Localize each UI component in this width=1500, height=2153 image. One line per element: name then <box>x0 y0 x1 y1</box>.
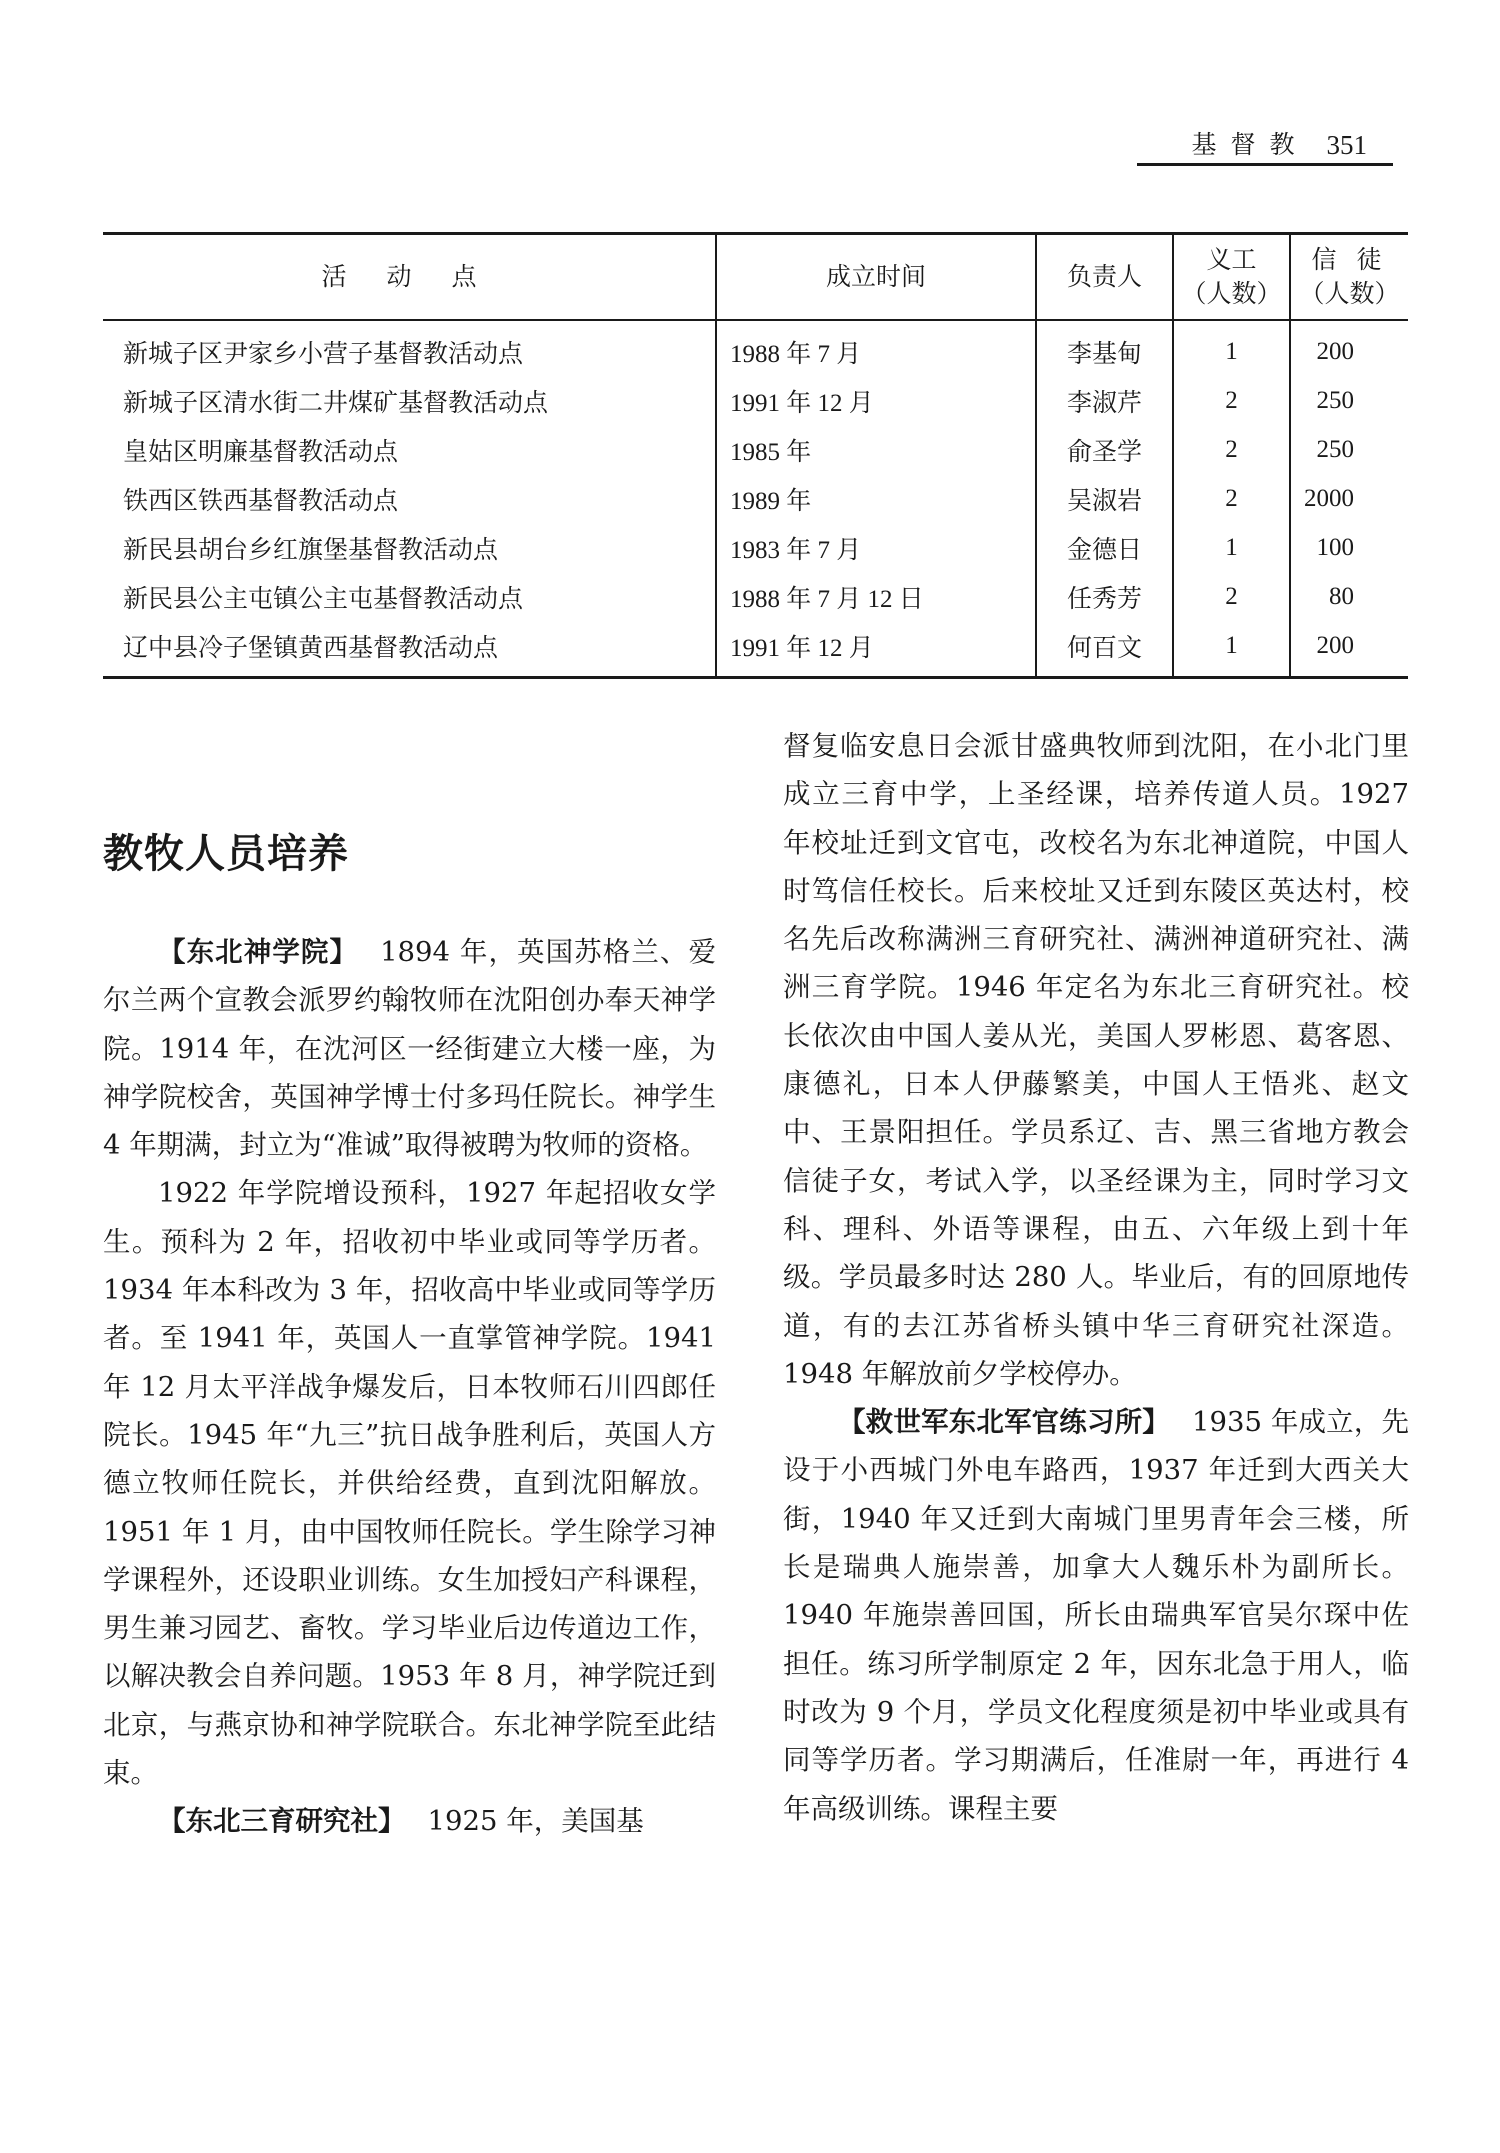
sanyu-lead-text: 1925 年，美国基 <box>427 1805 644 1838</box>
cell-volunteers: 1 <box>1173 621 1290 678</box>
cell-founded: 1985 年 <box>716 425 1036 474</box>
page-number: 351 <box>1326 130 1367 160</box>
activity-sites-table <box>103 232 1408 679</box>
table-row <box>103 376 1408 425</box>
running-head-section: 基督教 <box>1191 130 1309 159</box>
cell-site-name: 铁西区铁西基督教活动点 <box>123 485 399 515</box>
header-volunteers <box>1173 234 1290 321</box>
table-row <box>103 320 1408 376</box>
table-row <box>103 523 1408 572</box>
right-column <box>783 722 1409 1833</box>
paragraph-seminary-2: 1922 年学院增设预科，1927 年起招收女学生。预科为 2 年，招收初中毕业或同等学历者。1934 年本科改为 3 年，招收高中毕业或同等学历者。至 1941 年，英国人一直掌管神学院。1941 年 12 月太平洋战争爆发后，日本牧师石川四郎任院长。1945 年“九三”抗日战争胜利后，英国人方德立牧师任院长，并供给经费，直到沈阳解放。1951 年 1 月，由中国牧师任院长。学生除学习神学课程外，还设职业训练。女生加授妇产科课程，男生兼习园艺、畜牧。学习毕业后边传道边工作，以解决教会自养问题。1953 年 8 月，神学院迁到北京，与燕京协和神学院联合。东北神学院至此结束。 <box>103 1177 716 1790</box>
header-volunteers-line2: （人数） <box>1181 279 1282 308</box>
header-believers-line2: （人数） <box>1299 279 1400 308</box>
cell-volunteers: 2 <box>1173 572 1290 621</box>
cell-founded: 1991 年 12 月 <box>716 621 1036 678</box>
entry-heading-sanyu: 【东北三育研究社】 <box>158 1805 406 1838</box>
cell-founded: 1991 年 12 月 <box>716 376 1036 425</box>
cell-leader: 吴淑岩 <box>1036 474 1173 523</box>
cell-leader: 任秀芳 <box>1036 572 1173 621</box>
cell-believers: 250 <box>1290 376 1408 425</box>
cell-believers: 200 <box>1290 320 1408 376</box>
cell-founded: 1988 年 7 月 <box>716 320 1036 376</box>
paragraph-seminary-1 <box>103 928 716 1169</box>
table-row <box>103 621 1408 678</box>
salvation-army-text: 1935 年成立，先设于小西城门外电车路西，1937 年迁到大西关大街，1940 年又迁到大南城门里男青年会三楼，所长是瑞典人施崇善，加拿大人魏乐朴为副所长。1940 年施崇善回国，所长由瑞典军官吴尔琛中佐担任。练习所学制原定 2 年，因东北急于用人，临时改为 9 个月，学员文化程度须是初中毕业或具有同等学历者。学习期满后，任准尉一年，再进行 4 年高级训练。课程主要 <box>783 1406 1409 1825</box>
cell-believers: 100 <box>1290 523 1408 572</box>
table-header-row <box>103 234 1408 321</box>
cell-founded: 1988 年 7 月 12 日 <box>716 572 1036 621</box>
cell-volunteers: 2 <box>1173 425 1290 474</box>
cell-founded: 1983 年 7 月 <box>716 523 1036 572</box>
header-believers <box>1290 234 1408 321</box>
running-head <box>1137 128 1393 166</box>
cell-leader: 李淑芹 <box>1036 376 1173 425</box>
cell-site-name: 新民县胡台乡红旗堡基督教活动点 <box>123 534 499 564</box>
header-founded: 成立时间 <box>716 234 1036 321</box>
cell-leader: 金德日 <box>1036 523 1173 572</box>
cell-volunteers: 1 <box>1173 523 1290 572</box>
cell-believers: 80 <box>1290 572 1408 621</box>
cell-site-name: 新城子区尹家乡小营子基督教活动点 <box>123 338 524 368</box>
table-row <box>103 474 1408 523</box>
header-believers-line1: 信 徒 <box>1311 245 1388 274</box>
header-site-name: 活动点 <box>103 234 716 321</box>
cell-site-name: 皇姑区明廉基督教活动点 <box>123 436 399 466</box>
paragraph-salvation-army <box>783 1398 1409 1833</box>
header-leader: 负责人 <box>1036 234 1173 321</box>
cell-leader: 何百文 <box>1036 621 1173 678</box>
cell-site-name: 新民县公主屯镇公主屯基督教活动点 <box>123 583 524 613</box>
cell-believers: 250 <box>1290 425 1408 474</box>
cell-site-name: 辽中县冷子堡镇黄西基督教活动点 <box>123 632 499 662</box>
cell-believers: 200 <box>1290 621 1408 678</box>
left-column <box>103 928 716 1846</box>
cell-believers: 2000 <box>1290 474 1408 523</box>
cell-volunteers: 1 <box>1173 320 1290 376</box>
cell-leader: 李基甸 <box>1036 320 1173 376</box>
cell-founded: 1989 年 <box>716 474 1036 523</box>
entry-heading-salvation-army: 【救世军东北军官练习所】 <box>838 1406 1170 1439</box>
paragraph-sanyu-continued: 督复临安息日会派甘盛典牧师到沈阳，在小北门里成立三育中学，上圣经课，培养传道人员。1927 年校址迁到文官屯，改校名为东北神道院，中国人时笃信任校长。后来校址又迁到东陵区英达村，校名先后改称满洲三育研究社、满洲神道研究社、满洲三育学院。1946 年定名为东北三育研究社。校长依次由中国人姜从光，美国人罗彬恩、葛客恩、康德礼，日本人伊藤繁美，中国人王悟兆、赵文中、王景阳担任。学员系辽、吉、黑三省地方教会信徒子女，考试入学，以圣经课为主，同时学习文科、理科、外语等课程，由五、六年级上到十年级。学员最多时达 280 人。毕业后，有的回原地传道，有的去江苏省桥头镇中华三育研究社深造。1948 年解放前夕学校停办。 <box>783 730 1409 1390</box>
table-row <box>103 425 1408 474</box>
cell-site-name: 新城子区清水街二井煤矿基督教活动点 <box>123 387 549 417</box>
cell-volunteers: 2 <box>1173 474 1290 523</box>
seminary-text-1: 1894 年，英国苏格兰、爱尔兰两个宣教会派罗约翰牧师在沈阳创办奉天神学院。1914 年，在沈河区一经街建立大楼一座，为神学院校舍，英国神学博士付多玛任院长。神学生 4 年期满，封立为“准诚”取得被聘为牧师的资格。 <box>103 936 717 1162</box>
paragraph-sanyu-lead <box>103 1797 716 1845</box>
table-row <box>103 572 1408 621</box>
cell-leader: 俞圣学 <box>1036 425 1173 474</box>
section-title: 教牧人员培养 <box>103 831 349 877</box>
header-volunteers-line1: 义工 <box>1206 245 1257 274</box>
table-body <box>103 320 1408 678</box>
entry-heading-seminary: 【东北神学院】 <box>158 936 359 968</box>
cell-volunteers: 2 <box>1173 376 1290 425</box>
